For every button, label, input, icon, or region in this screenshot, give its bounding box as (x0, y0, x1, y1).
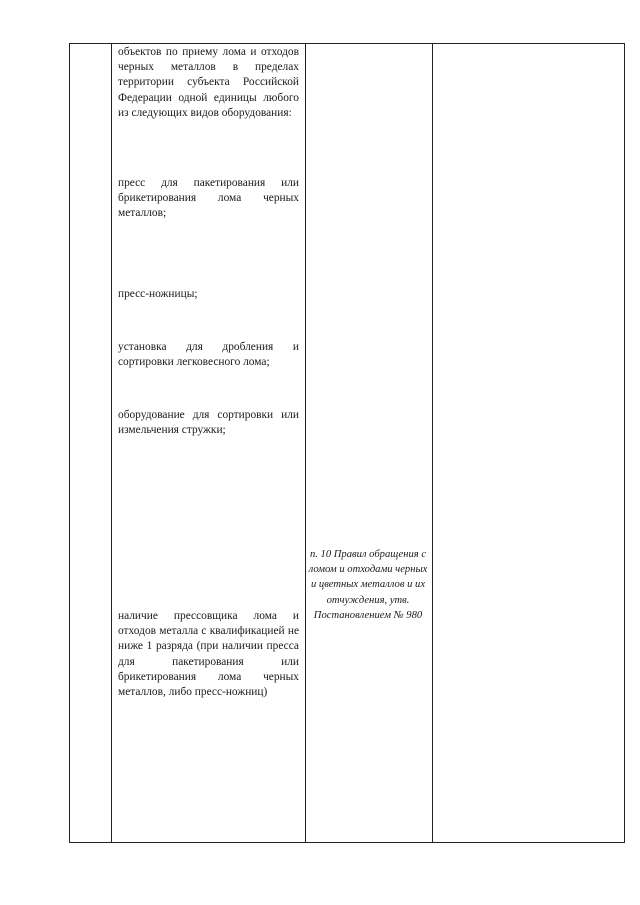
column-divider-1 (111, 43, 112, 843)
column-divider-3 (432, 43, 433, 843)
requirement-press-shears: пресс-ножницы; (118, 288, 198, 300)
legal-reference: п. 10 Правил обращения с ломом и отходами черных и цветных металлов и их отчуждения, утв. Постановлением № 980 (308, 549, 428, 621)
requirement-baling-press: пресс для пакетирования или брикетирования лома черных металлов; (118, 177, 299, 220)
table-left-border (69, 43, 70, 843)
requirement-crushing-unit: установка для дробления и сортировки легковесного лома; (118, 341, 299, 369)
column-divider-2 (305, 43, 306, 843)
requirement-chip-equipment: оборудование для сортировки или измельчения стружки; (118, 409, 299, 437)
table-bottom-border (69, 842, 625, 843)
requirement-press-operator: наличие прессовщика лома и отходов металла с квалификацией не ниже 1 разряда (при наличии пресса для пакетирования или брикетирования лома черных металлов, либо пресс-ножниц) (118, 610, 299, 699)
table-top-border (69, 43, 625, 44)
requirement-equipment-intro: объектов по приему лома и отходов черных металлов в пределах территории субъекта Российской Федерации одной единицы любого из следующих видов оборудования: (118, 46, 299, 119)
table-right-border (624, 43, 625, 843)
